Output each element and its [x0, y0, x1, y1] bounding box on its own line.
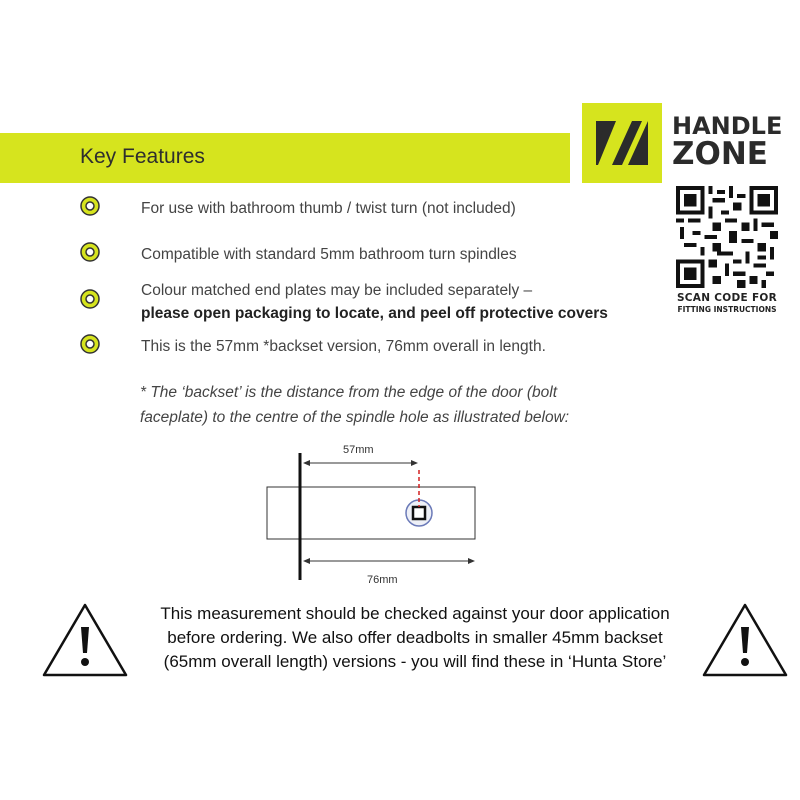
feature-item [141, 279, 608, 325]
page-title: Key Features [80, 145, 205, 168]
feature-text: Colour matched end plates may be included separately – [141, 282, 533, 299]
warning-line1: This measurement should be checked against your door application [160, 604, 670, 623]
backset-note [140, 380, 660, 430]
qr-caption-line2: FITTING INSTRUCTIONS [677, 305, 777, 314]
backset-note-line2: faceplate) to the centre of the spindle hole as illustrated below: [140, 409, 570, 426]
latch-body [300, 487, 475, 539]
warning-message [140, 602, 690, 674]
overall-label: 76mm [367, 574, 398, 586]
bullet-icon [80, 196, 100, 216]
qr-caption-line1: SCAN CODE FOR [676, 292, 778, 304]
feature-item [141, 243, 517, 266]
brand-line2: ZONE [672, 136, 768, 172]
brand-name [672, 114, 782, 170]
faceplate-tab [267, 487, 300, 539]
feature-bold-text: please open packaging to locate, and peel off protective covers [141, 305, 608, 322]
warning-line3: (65mm overall length) versions - you will find these in ‘Hunta Store’ [163, 652, 667, 671]
spindle-square [413, 507, 425, 519]
backset-diagram [255, 430, 495, 590]
brand-logo-icon [582, 103, 662, 183]
warning-line2: before ordering. We also offer deadbolts in smaller 45mm backset [167, 628, 663, 647]
bullet-icon [80, 242, 100, 262]
feature-text: Compatible with standard 5mm bathroom turn spindles [141, 246, 517, 263]
feature-text: For use with bathroom thumb / twist turn (not included) [141, 200, 516, 217]
brand-line1: HANDLE [672, 112, 783, 140]
qr-caption [660, 292, 794, 314]
qr-code-icon[interactable] [676, 186, 778, 288]
backset-note-line1: * The ‘backset’ is the distance from the edge of the door (bolt [140, 384, 558, 401]
warning-icon [700, 600, 790, 680]
bullet-icon [80, 289, 100, 309]
feature-item [141, 197, 516, 220]
bullet-icon [80, 334, 100, 354]
warning-icon [40, 600, 130, 680]
feature-text: This is the 57mm *backset version, 76mm overall in length. [141, 338, 546, 355]
feature-item [141, 335, 546, 358]
backset-label: 57mm [343, 444, 374, 456]
